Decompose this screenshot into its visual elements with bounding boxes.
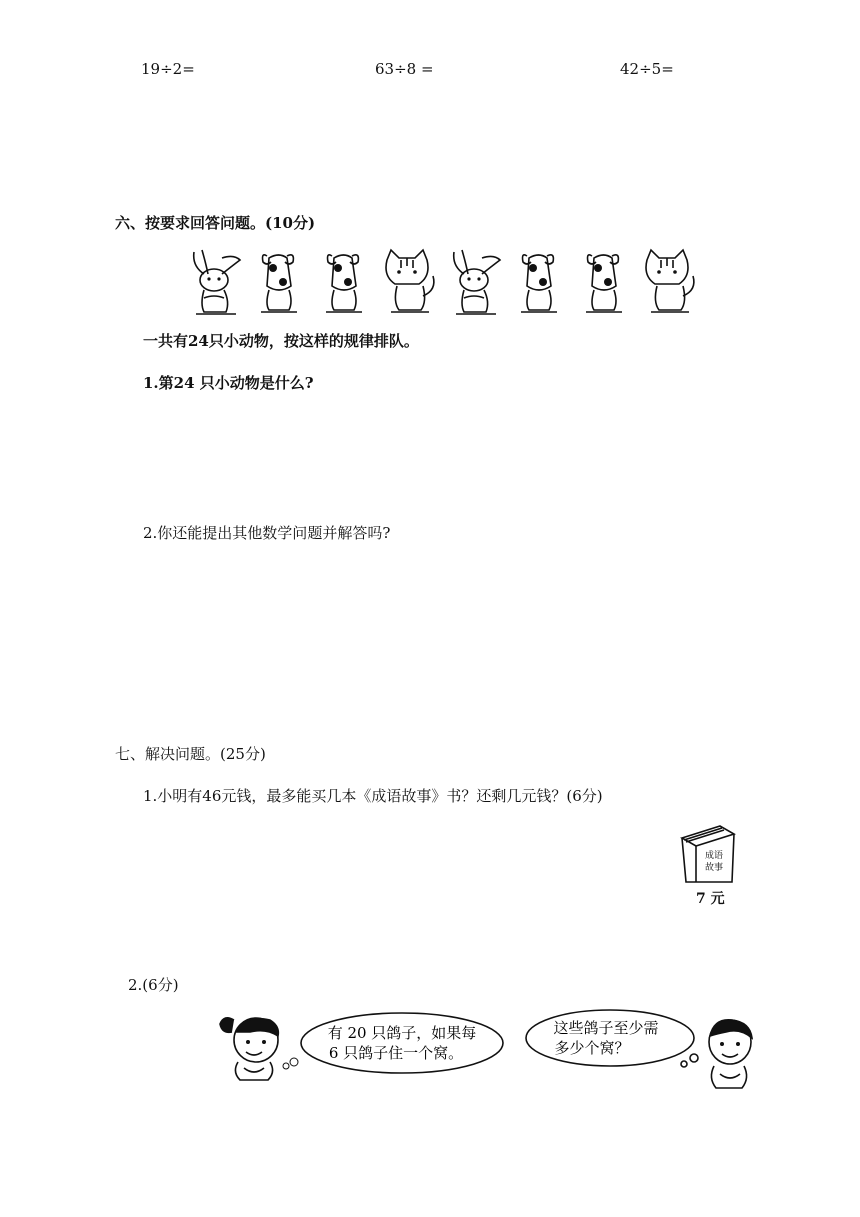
cat-icon: [637, 246, 702, 318]
section-6-question-2: 2.你还能提出其他数学问题并解答吗?: [143, 524, 391, 542]
section-7-title: 七、解决问题。(25分): [115, 745, 266, 763]
book-title-line-1: 成语: [704, 851, 724, 861]
dog-icon: [572, 246, 637, 318]
dog-icon: [312, 246, 377, 318]
equation-3: 42÷5=: [620, 60, 674, 78]
rabbit-icon: [182, 246, 247, 318]
girl-speech-line-1: 有 20 只鸽子，如果每: [327, 1024, 477, 1042]
girl-speech-line-2: 6 只鸽子住一个窝。: [328, 1044, 464, 1062]
dog-icon: [507, 246, 572, 318]
section-7-question-2: 2.(6分): [128, 976, 179, 994]
boy-speech-bubble: [522, 1008, 698, 1070]
book-title-line-2: 故事: [704, 863, 724, 873]
rabbit-icon: [442, 246, 507, 318]
book-price: 7 元: [696, 891, 725, 907]
section-6-title: 六、按要求回答问题。(10分): [115, 214, 316, 232]
section-7-question-1: 1.小明有46元钱，最多能买几本《成语故事》书？还剩几元钱？(6分): [143, 787, 603, 805]
boy-speech-line-2: 多少个窝？: [554, 1039, 630, 1057]
section-6-intro: 一共有24只小动物，按这样的规律排队。: [143, 332, 419, 350]
boy-icon: [680, 1012, 770, 1092]
dog-icon: [247, 246, 312, 318]
equation-2: 63÷8 =: [375, 60, 434, 78]
animal-row: [182, 246, 702, 318]
boy-speech-line-1: 这些鸽子至少需: [553, 1019, 659, 1037]
section-6-question-1: 1.第24 只小动物是什么?: [143, 374, 314, 392]
equation-1: 19÷2=: [141, 60, 195, 78]
girl-speech-bubble: [298, 1010, 506, 1076]
book-icon: [676, 822, 742, 886]
cat-icon: [377, 246, 442, 318]
girl-icon: [214, 1010, 304, 1086]
